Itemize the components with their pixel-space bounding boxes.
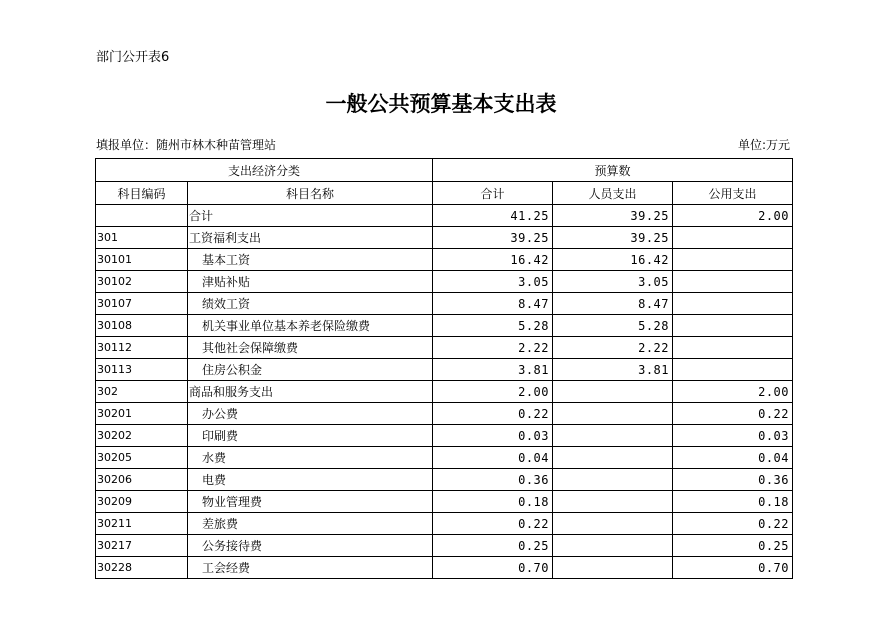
cell-name: 办公费 — [188, 403, 433, 425]
cell-code: 30202 — [96, 425, 188, 447]
cell-personnel — [553, 535, 673, 557]
table-row — [96, 491, 793, 513]
cell-total: 41.25 — [433, 205, 553, 227]
reporting-unit: 填报单位：随州市林木种苗管理站 — [96, 138, 277, 152]
cell-name: 印刷费 — [188, 425, 433, 447]
cell-personnel: 5.28 — [553, 315, 673, 337]
cell-public — [673, 293, 793, 315]
cell-personnel: 3.81 — [553, 359, 673, 381]
cell-code: 30107 — [96, 293, 188, 315]
table-row — [96, 205, 793, 227]
cell-public — [673, 249, 793, 271]
cell-total: 2.22 — [433, 337, 553, 359]
cell-name: 电费 — [188, 469, 433, 491]
cell-total: 16.42 — [433, 249, 553, 271]
cell-code: 301 — [96, 227, 188, 249]
cell-public: 0.04 — [673, 447, 793, 469]
budget-table — [95, 158, 793, 579]
header-row-group — [96, 159, 793, 182]
cell-code: 30205 — [96, 447, 188, 469]
cell-personnel — [553, 513, 673, 535]
cell-name: 差旅费 — [188, 513, 433, 535]
cell-total: 0.18 — [433, 491, 553, 513]
page-title: 一般公共预算基本支出表 — [325, 91, 557, 116]
cell-name: 其他社会保障缴费 — [188, 337, 433, 359]
table-row — [96, 359, 793, 381]
cell-code: 30108 — [96, 315, 188, 337]
table-row — [96, 535, 793, 557]
table-row — [96, 447, 793, 469]
header-economic-classification: 支出经济分类 — [96, 159, 433, 182]
table-row — [96, 249, 793, 271]
cell-total: 0.04 — [433, 447, 553, 469]
cell-name: 物业管理费 — [188, 491, 433, 513]
cell-total: 0.03 — [433, 425, 553, 447]
cell-code: 30209 — [96, 491, 188, 513]
cell-code: 30217 — [96, 535, 188, 557]
cell-total: 0.22 — [433, 403, 553, 425]
cell-personnel: 8.47 — [553, 293, 673, 315]
cell-personnel — [553, 403, 673, 425]
form-number: 部门公开表6 — [96, 50, 170, 65]
cell-total: 0.22 — [433, 513, 553, 535]
cell-name: 水费 — [188, 447, 433, 469]
cell-personnel: 39.25 — [553, 227, 673, 249]
cell-personnel: 16.42 — [553, 249, 673, 271]
cell-public: 0.70 — [673, 557, 793, 579]
cell-total: 3.05 — [433, 271, 553, 293]
cell-personnel — [553, 425, 673, 447]
cell-personnel: 3.05 — [553, 271, 673, 293]
table-row — [96, 403, 793, 425]
cell-personnel — [553, 469, 673, 491]
header-row-columns — [96, 182, 793, 205]
cell-code: 30102 — [96, 271, 188, 293]
header-budget-amount: 预算数 — [433, 159, 793, 182]
cell-name: 绩效工资 — [188, 293, 433, 315]
table-row — [96, 337, 793, 359]
cell-name: 合计 — [188, 205, 433, 227]
cell-personnel — [553, 447, 673, 469]
cell-personnel — [553, 381, 673, 403]
cell-name: 工资福利支出 — [188, 227, 433, 249]
cell-code — [96, 205, 188, 227]
cell-personnel: 2.22 — [553, 337, 673, 359]
header-total: 合计 — [433, 182, 553, 205]
table-row — [96, 315, 793, 337]
table-row — [96, 271, 793, 293]
currency-unit: 单位:万元 — [737, 138, 790, 152]
cell-code: 30112 — [96, 337, 188, 359]
cell-name: 住房公积金 — [188, 359, 433, 381]
cell-name: 基本工资 — [188, 249, 433, 271]
cell-name: 工会经费 — [188, 557, 433, 579]
cell-total: 0.70 — [433, 557, 553, 579]
cell-public: 0.25 — [673, 535, 793, 557]
cell-code: 30206 — [96, 469, 188, 491]
cell-public — [673, 315, 793, 337]
cell-total: 39.25 — [433, 227, 553, 249]
header-name: 科目名称 — [188, 182, 433, 205]
cell-personnel — [553, 491, 673, 513]
cell-public: 2.00 — [673, 205, 793, 227]
cell-code: 30101 — [96, 249, 188, 271]
cell-total: 5.28 — [433, 315, 553, 337]
table-row — [96, 513, 793, 535]
cell-personnel — [553, 557, 673, 579]
header-code: 科目编码 — [96, 182, 188, 205]
cell-public — [673, 337, 793, 359]
cell-public — [673, 227, 793, 249]
table-row — [96, 557, 793, 579]
cell-total: 8.47 — [433, 293, 553, 315]
cell-code: 30113 — [96, 359, 188, 381]
cell-name: 机关事业单位基本养老保险缴费 — [188, 315, 433, 337]
table-row — [96, 469, 793, 491]
header-personnel: 人员支出 — [553, 182, 673, 205]
table-row — [96, 293, 793, 315]
cell-public — [673, 271, 793, 293]
cell-name: 商品和服务支出 — [188, 381, 433, 403]
cell-public: 0.18 — [673, 491, 793, 513]
table-row — [96, 227, 793, 249]
cell-total: 0.36 — [433, 469, 553, 491]
header-public: 公用支出 — [673, 182, 793, 205]
cell-personnel: 39.25 — [553, 205, 673, 227]
cell-name: 公务接待费 — [188, 535, 433, 557]
cell-name: 津贴补贴 — [188, 271, 433, 293]
cell-code: 30201 — [96, 403, 188, 425]
cell-public: 2.00 — [673, 381, 793, 403]
cell-code: 30211 — [96, 513, 188, 535]
cell-public: 0.22 — [673, 513, 793, 535]
cell-code: 30228 — [96, 557, 188, 579]
cell-total: 2.00 — [433, 381, 553, 403]
cell-public: 0.36 — [673, 469, 793, 491]
cell-total: 3.81 — [433, 359, 553, 381]
cell-total: 0.25 — [433, 535, 553, 557]
cell-public: 0.22 — [673, 403, 793, 425]
table-row — [96, 381, 793, 403]
cell-code: 302 — [96, 381, 188, 403]
table-row — [96, 425, 793, 447]
cell-public — [673, 359, 793, 381]
cell-public: 0.03 — [673, 425, 793, 447]
